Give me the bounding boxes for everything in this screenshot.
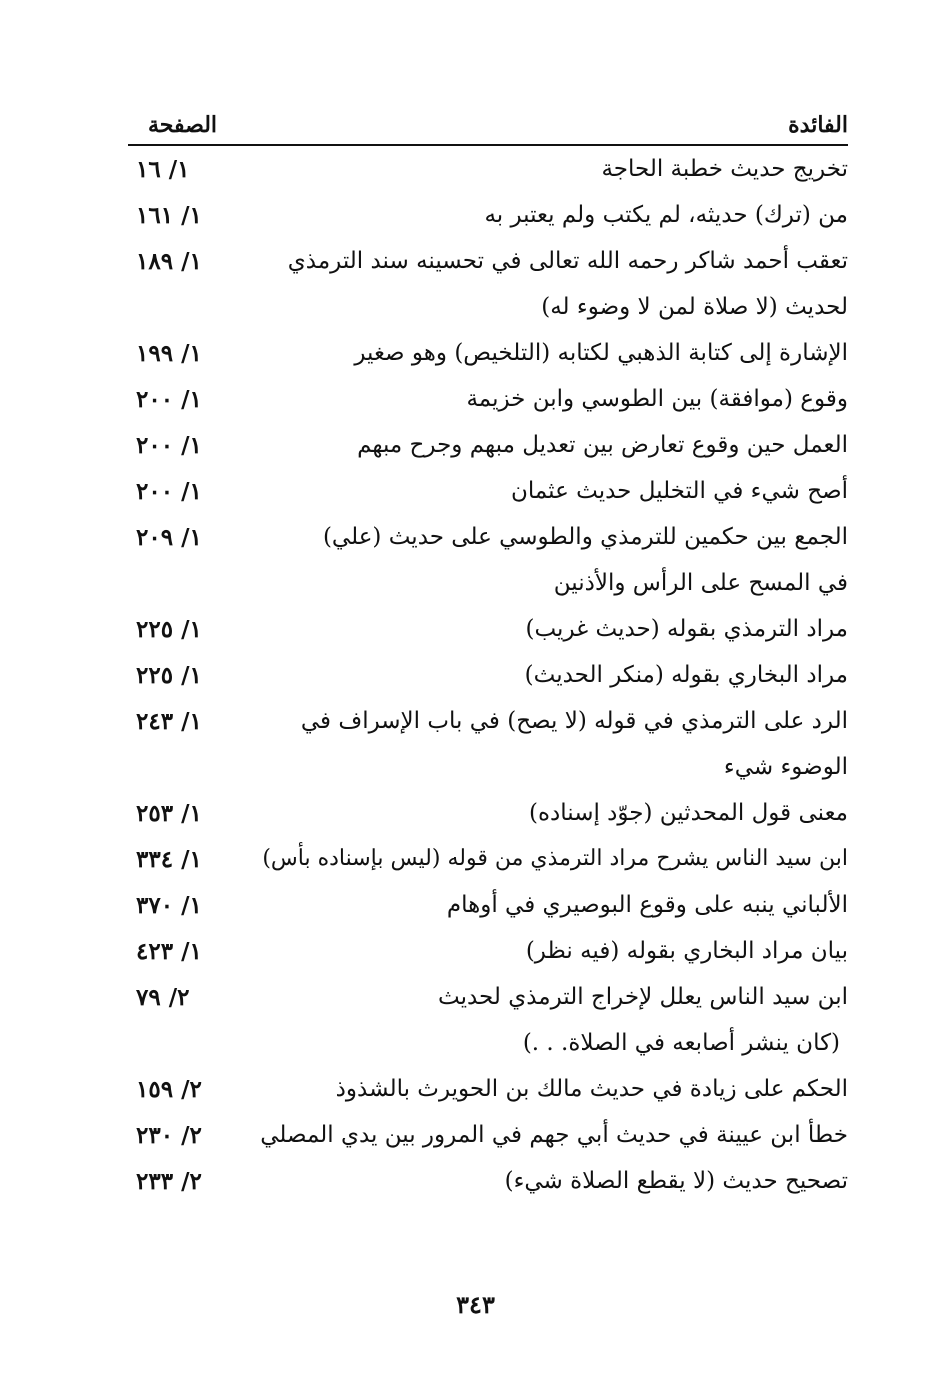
item-topic: ابن سيد الناس يعلل لإخراج الترمذي لحديث — [437, 984, 848, 1010]
list-item — [128, 1116, 848, 1162]
list-item — [128, 518, 848, 564]
item-topic: تصحيح حديث (لا يقطع الصلاة شيء) — [504, 1168, 848, 1194]
item-page-ref: ١/ ١٨٩ — [136, 248, 202, 275]
list-item — [128, 932, 848, 978]
item-topic: بيان مراد البخاري بقوله (فيه نظر) — [525, 938, 848, 964]
list-item — [128, 472, 848, 518]
list-item — [128, 380, 848, 426]
item-page-ref: ١/ ١٩٩ — [136, 340, 202, 367]
item-topic: الجمع بين حكمين للترمذي والطوسي على حديث (علي) — [322, 524, 848, 550]
item-page-ref: ١/ ٢٤٣ — [136, 708, 202, 735]
item-topic: خطأ ابن عيينة في حديث أبي جهم في المرور بين يدي المصلي — [260, 1122, 848, 1148]
item-page-ref: ١/ ٢٠٠ — [136, 432, 202, 459]
item-page-ref: ١/ ٢٢٥ — [136, 616, 202, 643]
list-item — [128, 242, 848, 288]
table-header — [128, 108, 848, 146]
item-page-ref: ١/ ١٦ — [136, 156, 190, 183]
item-topic: مراد الترمذي بقوله (حديث غريب) — [525, 616, 848, 642]
item-page-ref: ١/ ٣٣٤ — [136, 846, 202, 873]
item-page-ref: ١/ ٢٥٣ — [136, 800, 202, 827]
item-topic: تعقب أحمد شاكر رحمه الله تعالى في تحسينه سند الترمذي — [287, 248, 848, 274]
index-list — [128, 150, 848, 1208]
item-page-ref: ٢/ ١٥٩ — [136, 1076, 202, 1103]
item-page-ref: ٢/ ٢٣٣ — [136, 1168, 202, 1195]
list-item — [128, 1162, 848, 1208]
header-topic-label: الفائدة — [788, 112, 848, 138]
list-item-continuation — [128, 748, 848, 794]
list-item — [128, 978, 848, 1024]
item-topic: في المسح على الرأس والأذنين — [553, 570, 848, 596]
list-item — [128, 426, 848, 472]
list-item — [128, 610, 848, 656]
item-topic: معنى قول المحدثين (جوّد إسناده) — [528, 800, 848, 826]
item-topic: مراد البخاري بقوله (منكر الحديث) — [524, 662, 848, 688]
list-item — [128, 334, 848, 380]
item-page-ref: ١/ ٢٠٠ — [136, 478, 202, 505]
item-topic: الوضوء شيء — [723, 754, 848, 780]
item-topic: لحديث (لا صلاة لمن لا وضوء له) — [541, 294, 848, 320]
list-item — [128, 886, 848, 932]
list-item — [128, 1070, 848, 1116]
item-topic: ابن سيد الناس يشرح مراد الترمذي من قوله (ليس بإسناده بأس) — [262, 846, 848, 871]
item-topic: من (ترك) حديثه، لم يكتب ولم يعتبر به — [484, 202, 848, 228]
list-item-continuation — [128, 288, 848, 334]
item-topic: (كان ينشر أصابعه في الصلاة. . .) — [522, 1030, 840, 1056]
list-item — [128, 794, 848, 840]
list-item-continuation — [128, 564, 848, 610]
list-item — [128, 840, 848, 886]
item-topic: أصح شيء في التخليل حديث عثمان — [510, 478, 848, 504]
header-page-label: الصفحة — [148, 112, 218, 138]
item-page-ref: ١/ ٢٠٩ — [136, 524, 202, 551]
item-page-ref: ١/ ٣٧٠ — [136, 892, 202, 919]
item-page-ref: ٢/ ٧٩ — [136, 984, 190, 1011]
list-item-continuation — [128, 1024, 848, 1070]
list-item — [128, 196, 848, 242]
item-page-ref: ٢/ ٢٣٠ — [136, 1122, 202, 1149]
page-number: ٣٤٣ — [456, 1290, 495, 1319]
item-page-ref: ١/ ٢٠٠ — [136, 386, 202, 413]
list-item — [128, 656, 848, 702]
item-topic: الحكم على زيادة في حديث مالك بن الحويرث بالشذوذ — [335, 1076, 848, 1102]
item-topic: تخريج حديث خطبة الحاجة — [601, 156, 848, 182]
list-item — [128, 150, 848, 196]
item-topic: العمل حين وقوع تعارض بين تعديل مبهم وجرح مبهم — [357, 432, 848, 458]
item-page-ref: ١/ ٢٢٥ — [136, 662, 202, 689]
item-page-ref: ١/ ١٦١ — [136, 202, 202, 229]
item-page-ref: ١/ ٤٢٣ — [136, 938, 202, 965]
item-topic: الألباني ينبه على وقوع البوصيري في أوهام — [446, 892, 848, 918]
item-topic: الرد على الترمذي في قوله (لا يصح) في باب الإسراف في — [300, 708, 848, 734]
item-topic: الإشارة إلى كتابة الذهبي لكتابه (التلخيص) وهو صغير — [354, 340, 848, 366]
item-topic: وقوع (موافقة) بين الطوسي وابن خزيمة — [466, 386, 848, 412]
list-item — [128, 702, 848, 748]
